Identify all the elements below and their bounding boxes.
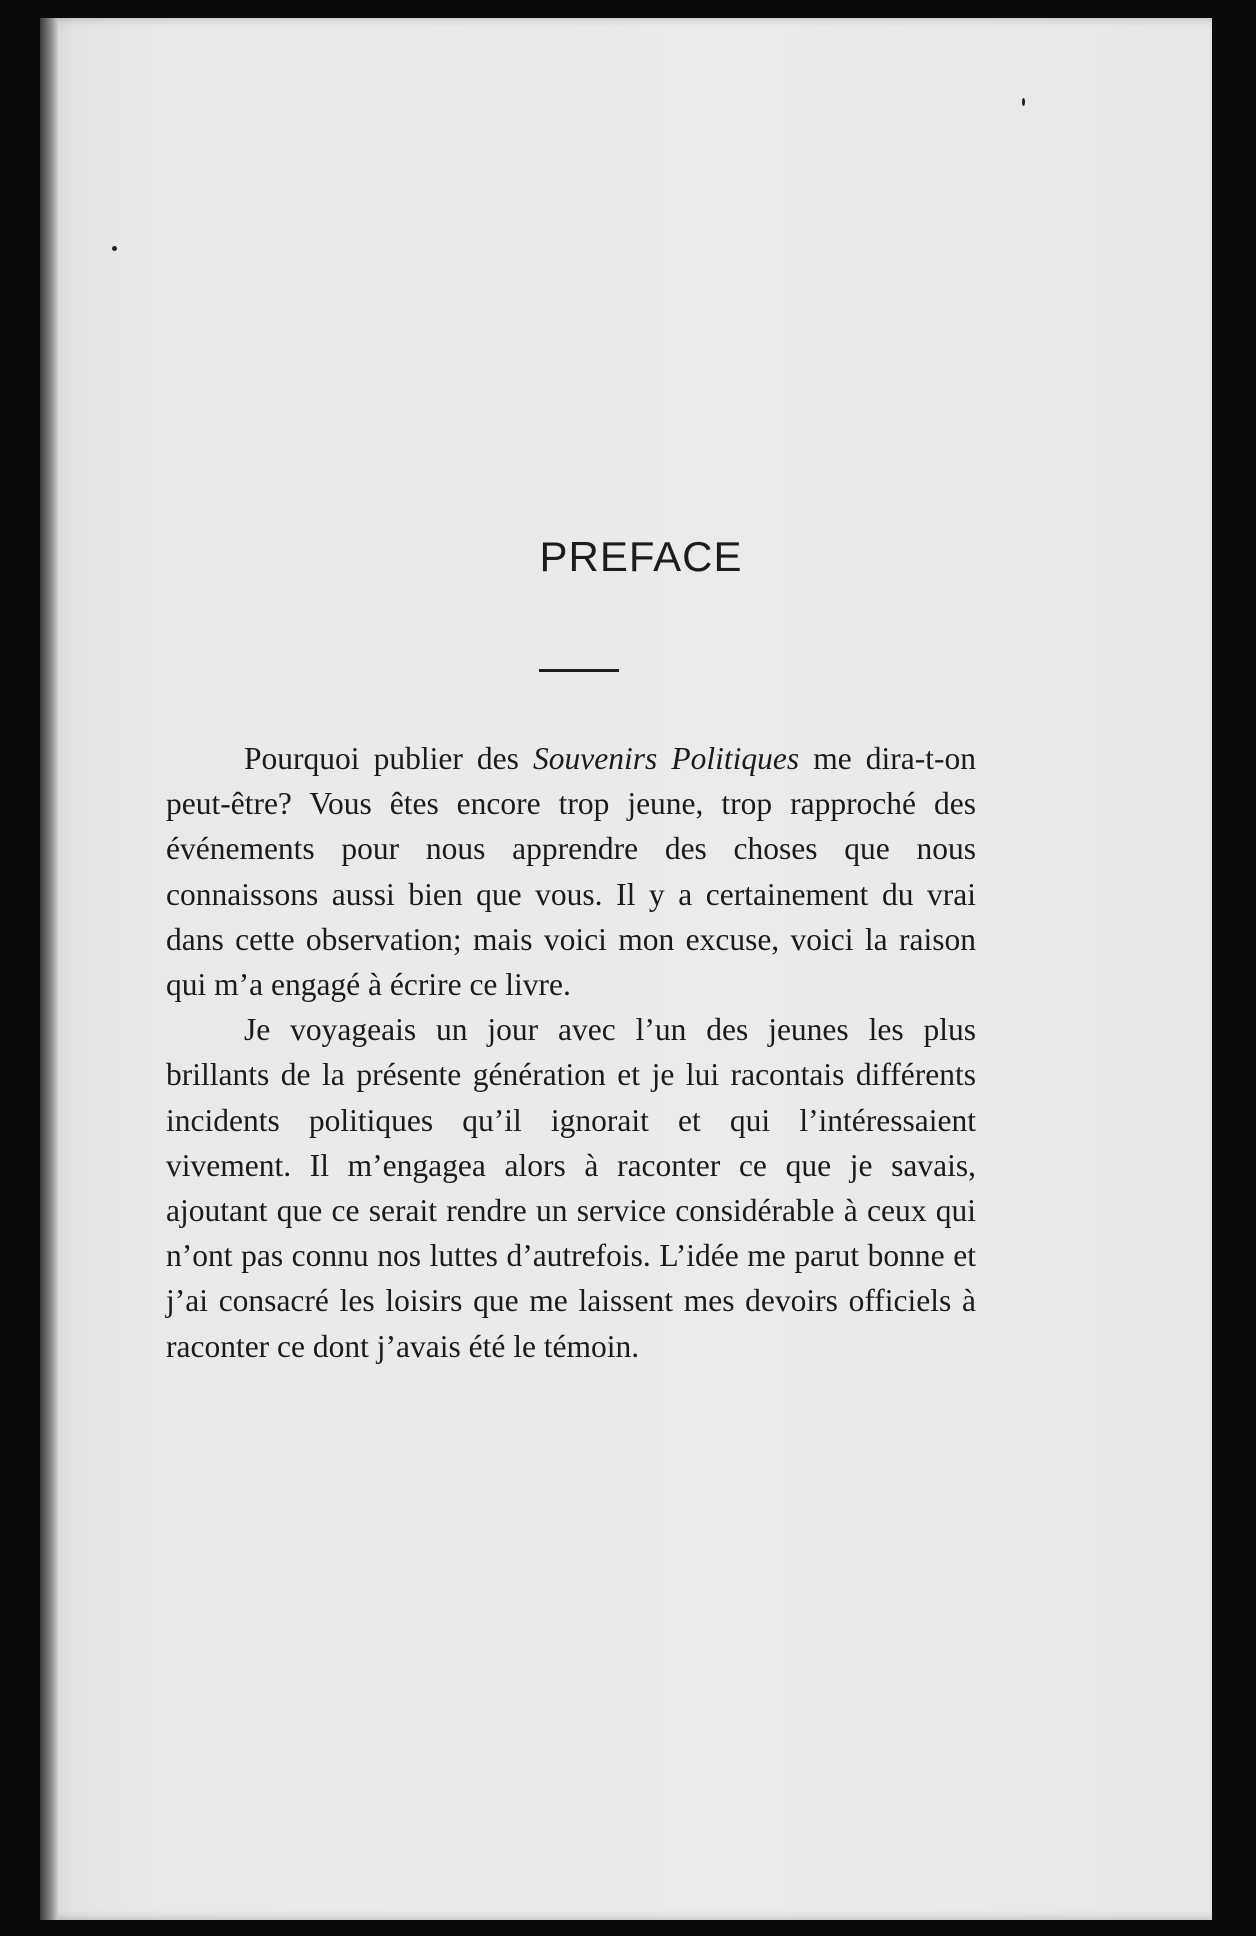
- paragraph-1-rest: me dira-t-on peut-être? Vous êtes encore trop jeune, trop rapproché des événements pour nous apprendre des choses que nous connaissons aussi bien que vous. Il y a certainement du vrai dans cette observation; mais voici mon excuse, voici la raison qui m’a engagé à écrire ce livre.: [166, 741, 976, 1003]
- paragraph-1-lead: Pourquoi publier des: [244, 741, 534, 776]
- paragraph-1: [166, 736, 976, 1007]
- scan-speck: [112, 246, 117, 251]
- page-spine-shadow: [40, 18, 58, 1920]
- book-page: [40, 18, 1212, 1920]
- preface-body: [166, 736, 976, 1369]
- paragraph-2: Je voyageais un jour avec l’un des jeunes les plus brillants de la présente génération et je lui racontais différents incidents politiques qu’il ignorait et qui l’intéressaient vivement. Il m’engagea alors à raconter ce que je savais, ajoutant que ce serait rendre un service considérable à ceux qui n’ont pas connu nos luttes d’autrefois. L’idée me parut bonne et j’ai consacré les loisirs que me laissent mes devoirs officiels à raconter ce dont j’avais été le témoin.: [166, 1012, 976, 1364]
- scan-speck: [1022, 98, 1025, 106]
- page-title: PREFACE: [539, 533, 743, 580]
- title-divider: [539, 669, 619, 672]
- book-title-italic: Souvenirs Politiques: [533, 741, 800, 776]
